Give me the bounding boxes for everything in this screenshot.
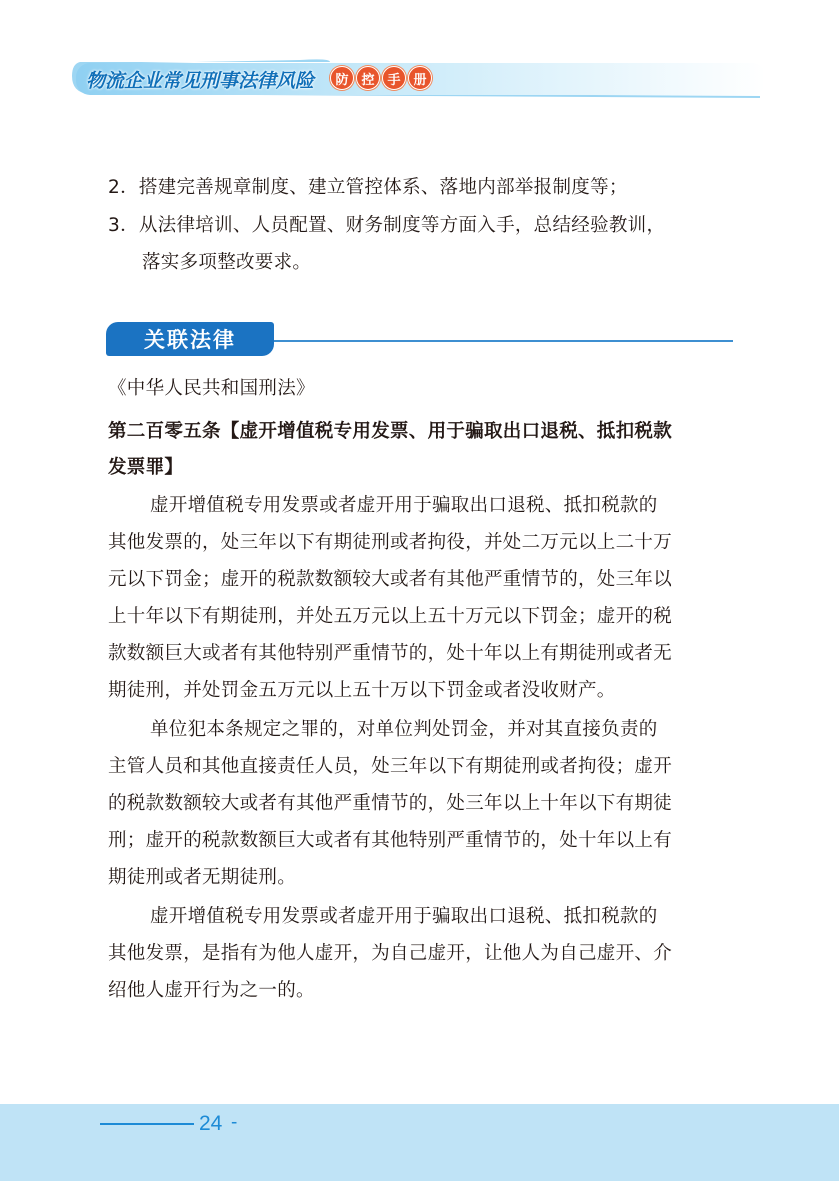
article-title-continuation: 发票罪】 — [108, 457, 184, 478]
paragraph-line: 的税款数额较大或者有其他严重情节的，处三年以上十年以下有期徒 — [108, 793, 673, 814]
header-badge: 手 — [382, 66, 406, 90]
list-item-continuation: 落实多项整改要求。 — [142, 252, 312, 273]
paragraph-line: 虚开增值税专用发票或者虚开用于骗取出口退税、抵扣税款的 — [150, 906, 658, 927]
paragraph-line: 期徒刑或者无期徒刑。 — [108, 867, 297, 888]
header-banner-shape — [0, 0, 839, 110]
header-badge: 控 — [356, 66, 380, 90]
section-heading-label: 关联法律 — [106, 322, 274, 356]
paragraph-line: 单位犯本条规定之罪的，对单位判处罚金，并对其直接负责的 — [150, 719, 658, 740]
paragraph-line: 虚开增值税专用发票或者虚开用于骗取出口退税、抵扣税款的 — [150, 495, 658, 516]
paragraph-line: 期徒刑，并处罚金五万元以上五十万以下罚金或者没收财产。 — [108, 680, 616, 701]
article-title: 第二百零五条【虚开增值税专用发票、用于骗取出口退税、抵扣税款 — [108, 421, 673, 442]
paragraph-line: 上十年以下有期徒刑，并处五万元以上五十万元以下罚金；虚开的税 — [108, 606, 673, 627]
page-header — [0, 0, 839, 110]
list-item: 3．从法律培训、人员配置、财务制度等方面入手，总结经验教训， — [108, 215, 666, 236]
footer-dash: - — [231, 1112, 238, 1133]
paragraph-line: 元以下罚金；虚开的税款数额较大或者有其他严重情节的，处三年以 — [108, 569, 673, 590]
paragraph-line: 绍他人虚开行为之一的。 — [108, 980, 315, 1001]
header-badge: 防 — [330, 66, 354, 90]
paragraph-line: 主管人员和其他直接责任人员，处三年以下有期徒刑或者拘役；虚开 — [108, 756, 673, 777]
section-divider — [274, 340, 733, 342]
list-item: 2．搭建完善规章制度、建立管控体系、落地内部举报制度等； — [108, 177, 628, 198]
paragraph-line: 刑；虚开的税款数额巨大或者有其他特别严重情节的，处十年以上有 — [108, 830, 673, 851]
header-badge-group — [330, 66, 432, 90]
header-title: 物流企业常见刑事法律风险 — [86, 70, 315, 92]
paragraph-line: 款数额巨大或者有其他特别严重情节的，处十年以上有期徒刑或者无 — [108, 643, 673, 664]
law-source: 《中华人民共和国刑法》 — [108, 378, 315, 399]
page-number: 24 — [199, 1112, 223, 1135]
page-footer — [0, 1104, 839, 1181]
header-badge: 册 — [408, 66, 432, 90]
paragraph-line: 其他发票的，处三年以下有期徒刑或者拘役，并处二万元以上二十万 — [108, 532, 673, 553]
paragraph-line: 其他发票，是指有为他人虚开，为自己虚开，让他人为自己虚开、介 — [108, 943, 673, 964]
footer-rule — [100, 1123, 194, 1125]
section-heading — [106, 322, 733, 358]
